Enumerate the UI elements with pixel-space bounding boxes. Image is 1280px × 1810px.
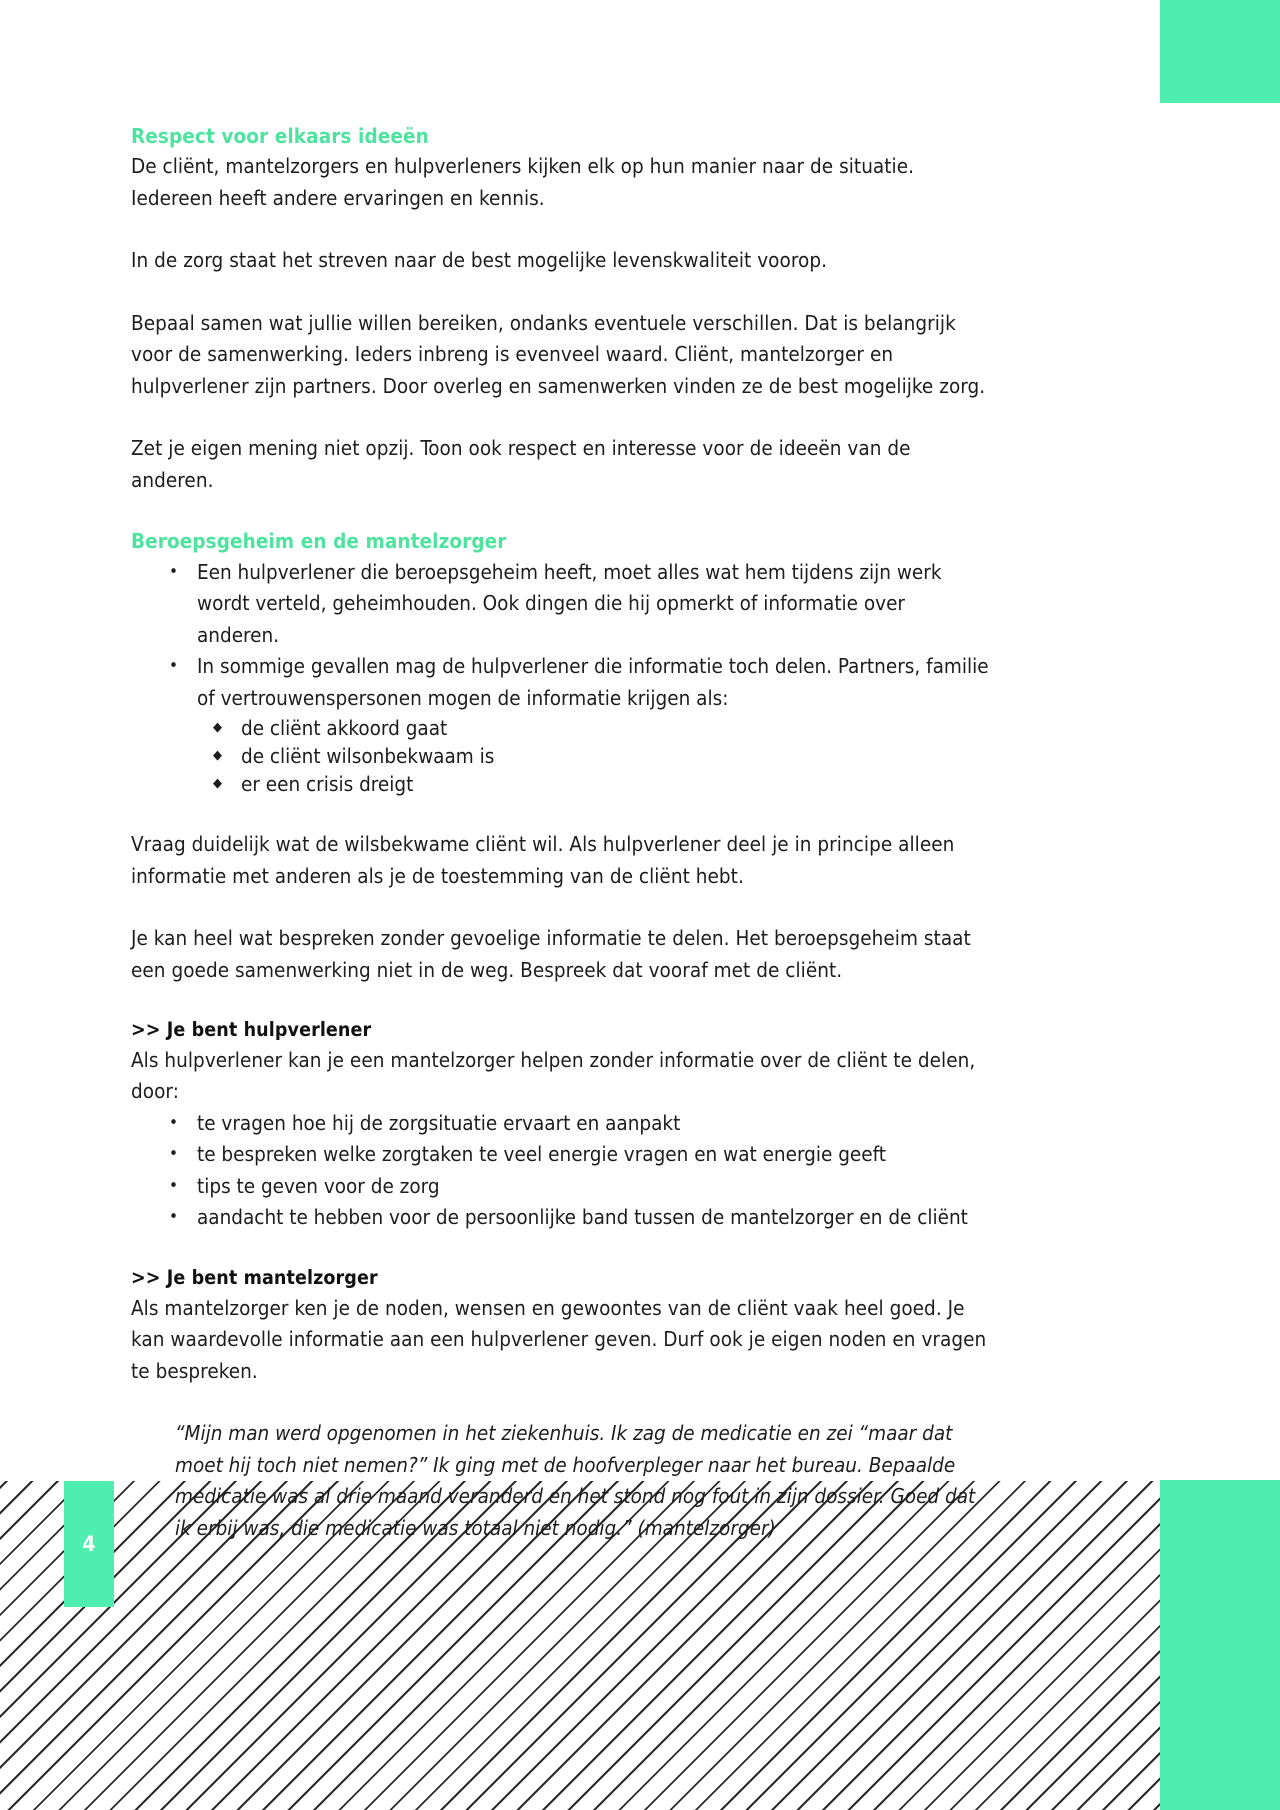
list-item-text: te vragen hoe hij de zorgsituatie ervaart en aanpakt [197,1110,681,1135]
bullet-marker-icon: • [169,561,179,582]
beroepsgeheim-subbullet-list [131,714,991,798]
respect-paragraph-1: De cliënt, mantelzorgers en hulpverleners kijken elk op hun manier naar de situatie. Iedereen heeft andere ervaringen en kennis. [131,154,915,210]
list-item-text: de cliënt wilsonbekwaam is [241,744,495,769]
page-content [131,122,991,1544]
top-right-accent-block [1160,0,1280,103]
section-heading-mantelzorger: >> Je bent mantelzorger [131,1265,378,1289]
hulpverlener-bullet-list [131,1108,991,1234]
respect-paragraph-4: Zet je eigen mening niet opzij. Toon ook respect en interesse voor de ideeën van de anderen. [131,436,911,492]
bottom-right-accent-block [1160,1480,1280,1810]
list-item-text: tips te geven voor de zorg [197,1173,440,1198]
bullet-marker-icon: • [169,1144,179,1165]
beroepsgeheim-paragraph-1: Vraag duidelijk wat de wilsbekwame cliënt wil. Als hulpverlener deel je in principe alleen informatie met anderen als je de toestemming van de cliënt hebt. [131,832,955,888]
list-item [131,1202,991,1234]
list-item [131,770,991,798]
list-item-text: er een crisis dreigt [241,772,414,797]
spacer [131,1234,991,1265]
respect-paragraph-2: In de zorg staat het streven naar de best mogelijke levenskwaliteit voorop. [131,248,827,273]
bullet-marker-icon: • [169,1175,179,1196]
list-item [131,1108,991,1140]
page-number-label: 4 [82,1532,96,1556]
spacer [131,496,991,527]
list-item-text: Een hulpverlener die beroepsgeheim heeft, moet alles wat hem tijdens zijn werk wordt verteld, geheimhouden. Ook dingen die hij opmerkt of informatie over anderen. [197,559,942,647]
section-heading-hulpverlener: >> Je bent hulpverlener [131,1018,372,1042]
diamond-bullet-icon: ◆ [213,720,222,736]
list-item [131,1139,991,1171]
beroepsgeheim-bullet-list [131,557,991,715]
beroepsgeheim-paragraph-2: Je kan heel wat bespreken zonder gevoelige informatie te delen. Het beroepsgeheim staat een goede samenwerking niet in de weg. Bespreek dat vooraf met de cliënt. [131,926,971,982]
list-item [131,557,991,652]
list-item-text: te bespreken welke zorgtaken te veel energie vragen en wat energie geeft [197,1142,886,1167]
hulpverlener-intro: Als hulpverlener kan je een mantelzorger helpen zonder informatie over de cliënt te delen, door: [131,1047,976,1104]
bullet-marker-icon: • [169,1112,179,1133]
testimonial-quote: “Mijn man werd opgenomen in het ziekenhuis. Ik zag de medicatie en zei “maar dat moet hij toch niet nemen?” Ik ging met de hoofverpleger naar het bureau. Bepaalde medicatie was al drie maand veranderd en het stond nog fout in zijn dossier. Goed dat ik erbij was, die medicatie was totaal niet nodig.” (mantelzorger) [175,1421,976,1540]
bullet-marker-icon: • [169,656,179,677]
spacer [131,1387,991,1418]
diamond-bullet-icon: ◆ [213,748,222,764]
list-item [131,1171,991,1203]
bullet-marker-icon: • [169,1207,179,1228]
list-item [131,651,991,714]
list-item [131,742,991,770]
mantelzorger-paragraph: Als mantelzorger ken je de noden, wensen en gewoontes van de cliënt vaak heel goed. Je kan waardevolle informatie aan een hulpverlener geven. Durf ook je eigen noden en vragen te bespreken. [131,1295,987,1383]
diamond-bullet-icon: ◆ [213,776,222,792]
list-item-text: de cliënt akkoord gaat [241,716,448,741]
page-number-badge [64,1481,114,1607]
section-heading-respect: Respect voor elkaars ideeën [131,124,429,148]
list-item-text: aandacht te hebben voor de persoonlijke band tussen de mantelzorger en de cliënt [197,1205,968,1230]
section-heading-beroepsgeheim: Beroepsgeheim en de mantelzorger [131,529,507,554]
list-item-text: In sommige gevallen mag de hulpverlener die informatie toch delen. Partners, familie of vertrouwenspersonen mogen de informatie krijgen als: [197,654,989,710]
list-item [131,714,991,742]
respect-paragraph-3: Bepaal samen wat jullie willen bereiken, ondanks eventuele verschillen. Dat is belangrijk voor de samenwerking. Ieders inbreng is evenveel waard. Cliënt, mantelzorger en hulpverlener zijn partners. Door overleg en samenwerken vinden ze de best mogelijke zorg. [131,310,986,398]
spacer [131,986,991,1017]
